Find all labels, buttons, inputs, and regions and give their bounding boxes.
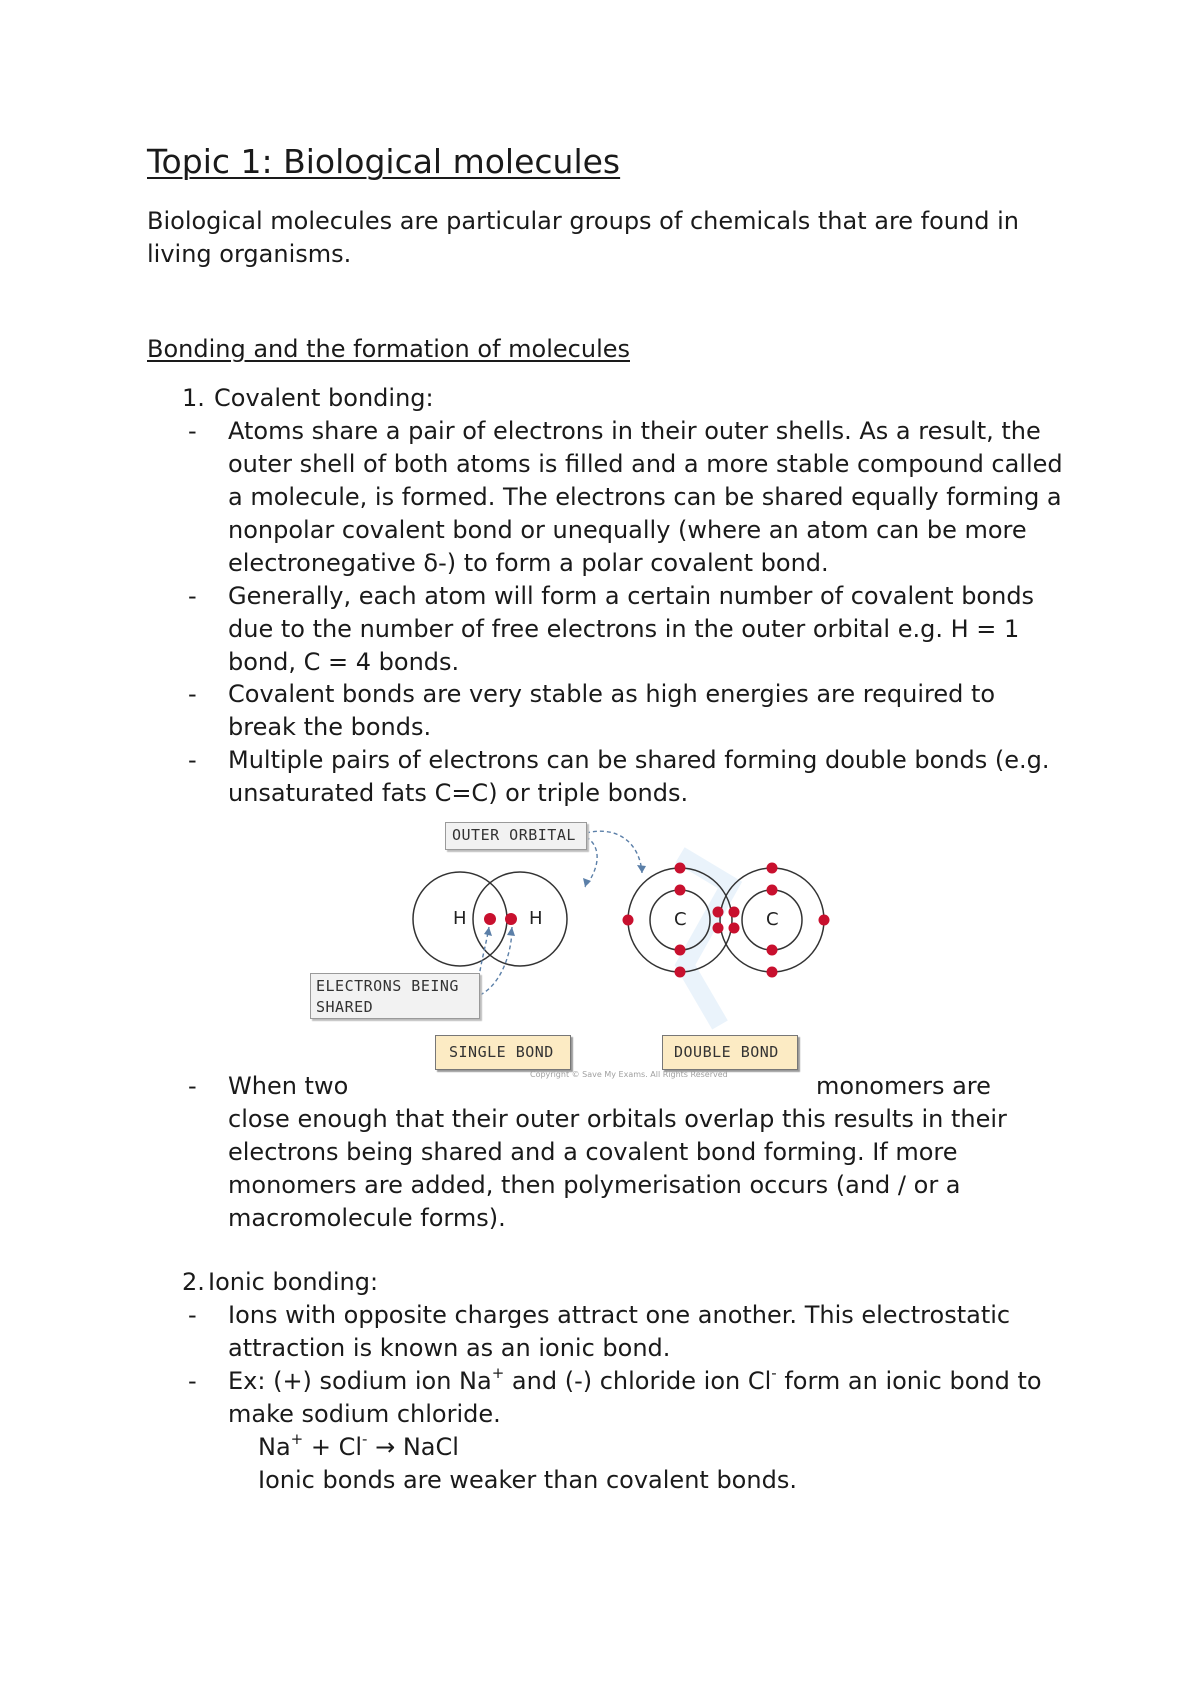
bullet-dash: - <box>188 1072 197 1100</box>
superscript-minus: - <box>771 1364 777 1382</box>
electron <box>675 863 686 874</box>
electron <box>675 945 686 956</box>
electron <box>713 907 724 918</box>
bullet-dash: - <box>188 746 197 774</box>
shared-arrow <box>480 927 512 995</box>
electron <box>767 967 778 978</box>
copyright-text: Copyright © Save My Exams. All Rights Reserved <box>530 1070 728 1079</box>
text-run: form an ionic bond to make sodium chloride. <box>228 1367 1042 1428</box>
bullet-text: Multiple pairs of electrons can be shared forming double bonds (e.g. unsaturated fats C=C) or triple bonds. <box>228 746 1050 807</box>
text-run: Ex: (+) sodium ion Na <box>228 1367 492 1395</box>
bullet-dash: - <box>188 680 197 708</box>
covalent-heading <box>182 382 434 415</box>
atom-label-h: H <box>529 908 543 929</box>
text-run: and (-) chloride ion Cl <box>504 1367 772 1395</box>
bullet-dash: - <box>188 1367 197 1395</box>
outer-orbital-label-box <box>445 822 587 850</box>
arrow-head <box>484 927 492 936</box>
bonding-diagram <box>300 815 860 1090</box>
electrons-shared-label-box <box>310 973 480 1019</box>
arrow-head <box>583 878 591 887</box>
single-bond-label: SINGLE BOND <box>449 1043 554 1061</box>
bullet-text-rest: close enough that their outer orbitals overlap this results in their electrons being shared and a covalent bond forming. If more monomers are added, then polymerisation occurs (and / or a macromolecule forms). <box>228 1105 1007 1232</box>
ionic-heading <box>182 1266 378 1299</box>
page-title: Topic 1: Biological molecules <box>147 142 621 181</box>
electron <box>675 885 686 896</box>
arrow-head <box>507 927 515 936</box>
superscript-plus: + <box>290 1430 304 1448</box>
list-item <box>188 580 1068 679</box>
bullet-text-start: When two <box>228 1072 349 1100</box>
arrow-head <box>637 865 646 873</box>
atom-label-c: C <box>674 909 687 930</box>
bullet-text <box>228 1365 1068 1431</box>
bullet-dash: - <box>188 1301 197 1329</box>
electrons-shared-label-line2: SHARED <box>316 998 374 1016</box>
covalent-heading-text: Covalent bonding: <box>214 384 434 412</box>
orbital-arrow <box>586 831 642 873</box>
bullet-text: Covalent bonds are very stable as high energies are required to break the bonds. <box>228 680 996 741</box>
ionic-note: Ionic bonds are weaker than covalent bonds. <box>258 1466 797 1494</box>
atom-label-h: H <box>453 908 467 929</box>
electron <box>767 885 778 896</box>
list-item <box>188 678 1068 744</box>
ionic-number: 2. <box>182 1268 205 1296</box>
covalent-number: 1. <box>182 384 205 412</box>
electron <box>819 915 830 926</box>
electrons-shared-label-line1: ELECTRONS BEING <box>316 977 459 995</box>
bullet-text: Atoms share a pair of electrons in their outer shells. As a result, the outer shell of both atoms is filled and a more stable compound called a molecule, is formed. The electrons can be shared equally forming a nonpolar covalent bond or unequally (where an atom can be more electronegative δ-) to form a polar covalent bond. <box>228 417 1063 577</box>
atom-label-c: C <box>766 909 779 930</box>
electron <box>623 915 634 926</box>
bullet-text: Generally, each atom will form a certain number of covalent bonds due to the number of free electrons in the outer orbital e.g. H = 1 bond, C = 4 bonds. <box>228 582 1035 676</box>
equation-na: Na <box>258 1433 291 1461</box>
electron <box>729 907 740 918</box>
electron <box>767 863 778 874</box>
section-heading: Bonding and the formation of molecules <box>147 335 630 363</box>
list-item <box>188 415 1068 580</box>
bullet-text-mid: monomers are <box>816 1072 991 1100</box>
electron <box>713 923 724 934</box>
electron <box>675 967 686 978</box>
equation-cl: + Cl <box>303 1433 363 1461</box>
shared-electron <box>484 913 496 925</box>
equation <box>258 1431 459 1464</box>
ionic-heading-text: Ionic bonding: <box>208 1268 379 1296</box>
electron <box>767 945 778 956</box>
electron <box>729 923 740 934</box>
superscript-plus: + <box>491 1364 505 1382</box>
double-bond-label-box <box>662 1035 798 1070</box>
bullet-text: Ions with opposite charges attract one another. This electrostatic attraction is known as an ionic bond. <box>228 1301 1011 1362</box>
list-item <box>188 1299 1068 1365</box>
bullet-dash: - <box>188 582 197 610</box>
double-bond-label: DOUBLE BOND <box>674 1043 779 1061</box>
bullet-dash: - <box>188 417 197 445</box>
superscript-minus: - <box>362 1430 368 1448</box>
intro-paragraph: Biological molecules are particular groups of chemicals that are found in living organisms. <box>147 207 1019 268</box>
single-bond-label-box <box>435 1035 571 1070</box>
outer-orbital-label: OUTER ORBITAL <box>452 826 576 844</box>
list-item <box>188 744 1068 810</box>
list-item <box>188 1365 1068 1431</box>
equation-product: → NaCl <box>367 1433 459 1461</box>
shared-electron <box>505 913 517 925</box>
watermark-shape <box>680 855 730 1025</box>
